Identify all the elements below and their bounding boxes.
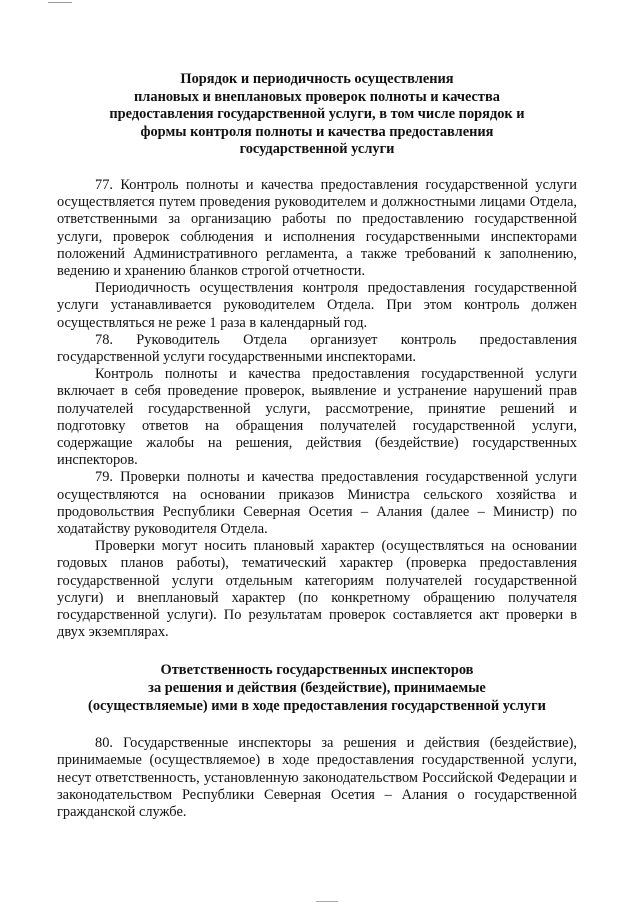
heading-line: (осуществляемые) ими в ходе предоставления государственной услуги: [88, 697, 546, 714]
paragraph-control-scope: Контроль полноты и качества предоставления государственной услуги включает в себя проведение проверок, выявление и устранение нарушений прав получателей государственной услуги, рассмотрение, принятие решений и подготовку ответов на обращения получателей государственной услуги, содержащие жалобы на решения, действия (бездействие) государственных инспекторов.: [57, 366, 577, 469]
paragraph-80: 80. Государственные инспекторы за решения и действия (бездействие), принимаемые (осуществляемое) в ходе предоставления государственной услуги, несут ответственность, установленную законодательством Российской Федерации и законодательством Республики Северная Осетия – Алания о государственной гражданской службе.: [57, 735, 577, 821]
paragraph-inspection-types: Проверки могут носить плановый характер (осуществляться на основании годовых планов работы), тематический характер (проверка предоставления государственной услуги отдельным категориям получателей государственной услуги) и внеплановый характер (по конкретному обращению получателя государственной услуги). По результатам проверок составляется акт проверки в двух экземплярах.: [57, 538, 577, 641]
scan-edge-mark: [316, 901, 338, 902]
paragraph-78: 78. Руководитель Отдела организует контроль предоставления государственной услуги государственными инспекторами.: [57, 331, 577, 365]
section-heading-inspection-procedure: [57, 71, 577, 159]
scan-edge-mark: [48, 2, 72, 3]
section-heading-inspector-responsibility: [57, 662, 577, 715]
heading-line: Порядок и периодичность осуществления: [180, 71, 454, 87]
heading-line: формы контроля полноты и качества предоставления: [140, 123, 494, 140]
paragraph-77: 77. Контроль полноты и качества предоставления государственной услуги осуществляется путем проведения руководителем и должностными лицами Отдела, ответственными за организацию работы по предоставлению государственной услуги, проверок соблюдения и исполнения государственными инспекторами положений Административного регламента, а также требований к заполнению, ведению и хранению бланков строгой отчетности.: [57, 176, 577, 279]
paragraph-periodicity: Периодичность осуществления контроля предоставления государственной услуги устанавливается руководителем Отдела. При этом контроль должен осуществляться не реже 1 раза в календарный год.: [57, 280, 577, 331]
heading-line: государственной услуги: [239, 141, 395, 158]
heading-line: за решения и действия (бездействие), принимаемые: [148, 680, 486, 697]
heading-line: предоставления государственной услуги, в том числе порядок и: [109, 106, 525, 123]
heading-line: плановых и внеплановых проверок полноты и качества: [134, 88, 500, 105]
paragraph-79: 79. Проверки полноты и качества предоставления государственной услуги осуществляются на основании приказов Министра сельского хозяйства и продовольствия Республики Северная Осетия – Алания (далее – Министр) по ходатайству руководителя Отдела.: [57, 469, 577, 538]
document-body: [57, 71, 577, 821]
heading-line: Ответственность государственных инспекторов: [160, 662, 474, 679]
